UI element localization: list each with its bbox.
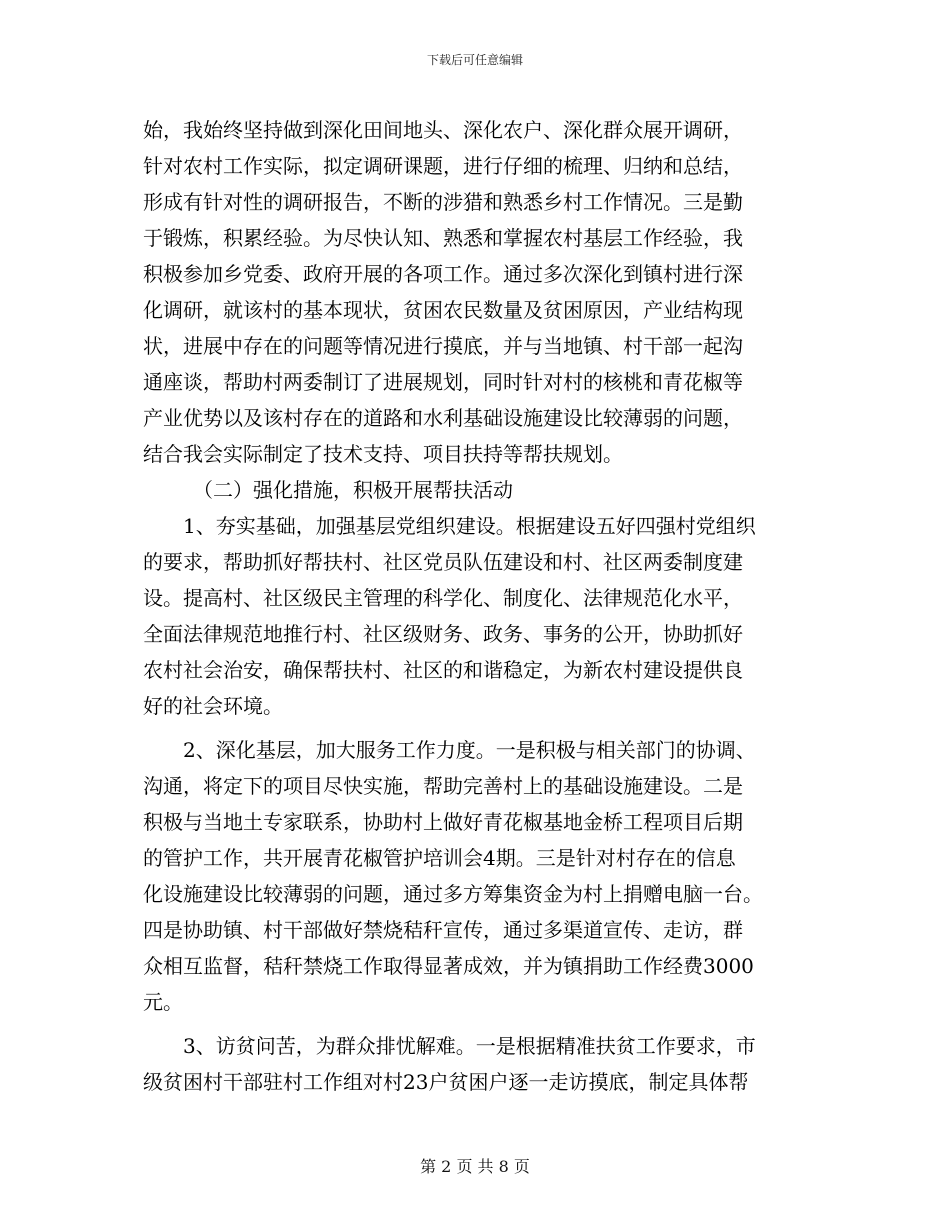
- paragraph-3: [143, 1028, 813, 1100]
- paragraph-2: [143, 732, 813, 1020]
- text-line: 于锻炼，积累经验。为尽快认知、熟悉和掌握农村基层工作经验，我: [143, 226, 743, 250]
- text-line: 始，我始终坚持做到深化田间地头、深化农户、深化群众展开调研，: [143, 118, 743, 142]
- text-line: 1、夯实基础，加强基层党组织建设。根据建设五好四强村党组织: [183, 514, 756, 538]
- page-header: 下载后可任意编辑: [426, 53, 523, 67]
- text-line: 四是协助镇、村干部做好禁烧秸秆宣传，通过多渠道宣传、走访，群: [143, 918, 743, 942]
- text-line: 结合我会实际制定了技术支持、项目扶持等帮扶规划。: [143, 442, 623, 466]
- text-line: 级贫困村干部驻村工作组对村23户贫困户逐一走访摸底，制定具体帮: [143, 1070, 749, 1094]
- text-line: 设。提高村、社区级民主管理的科学化、制度化、法律规范化水平，: [143, 586, 743, 610]
- text-line: 好的社会环境。: [143, 694, 283, 718]
- text-line: 农村社会治安，确保帮扶村、社区的和谐稳定，为新农村建设提供良: [143, 658, 743, 682]
- text-line: 元。: [143, 990, 183, 1014]
- text-line: 形成有针对性的调研报告，不断的涉猎和熟悉乡村工作情况。三是勤: [143, 190, 743, 214]
- section-heading-text: （二）强化措施，积极开展帮扶活动: [193, 478, 513, 502]
- text-line: 沟通，将定下的项目尽快实施，帮助完善村上的基础设施建设。二是: [143, 774, 743, 798]
- text-line: 全面法律规范地推行村、社区级财务、政务、事务的公开，协助抓好: [143, 622, 743, 646]
- paragraph-continuation: [143, 112, 813, 472]
- text-line: 化设施建设比较薄弱的问题，通过多方筹集资金为村上捐赠电脑一台。: [143, 882, 763, 906]
- text-line: 积极与当地土专家联系，协助村上做好青花椒基地金桥工程项目后期: [143, 810, 743, 834]
- section-heading: [143, 472, 813, 508]
- text-line: 化调研，就该村的基本现状，贫困农民数量及贫困原因，产业结构现: [143, 298, 743, 322]
- text-line: 2、深化基层，加大服务工作力度。一是积极与相关部门的协调、: [183, 738, 756, 762]
- text-line: 状，进展中存在的问题等情况进行摸底，并与当地镇、村干部一起沟: [143, 334, 743, 358]
- text-line: 3、访贫问苦，为群众排忧解难。一是根据精准扶贫工作要求，市: [183, 1034, 756, 1058]
- text-line: 通座谈，帮助村两委制订了进展规划，同时针对村的核桃和青花椒等: [143, 370, 743, 394]
- text-line: 积极参加乡党委、政府开展的各项工作。通过多次深化到镇村进行深: [143, 262, 743, 286]
- text-line: 众相互监督，秸秆禁烧工作取得显著成效，并为镇捐助工作经费3000: [143, 954, 754, 978]
- text-line: 产业优势以及该村存在的道路和水利基础设施建设比较薄弱的问题，: [143, 406, 743, 430]
- text-line: 针对农村工作实际，拟定调研课题，进行仔细的梳理、归纳和总结，: [143, 154, 743, 178]
- text-line: 的要求，帮助抓好帮扶村、社区党员队伍建设和村、社区两委制度建: [143, 550, 743, 574]
- page-footer: 第 2 页 共 8 页: [420, 1157, 530, 1176]
- paragraph-1: [143, 508, 813, 724]
- text-line: 的管护工作，共开展青花椒管护培训会4期。三是针对村存在的信息: [143, 846, 736, 870]
- document-body: [143, 112, 813, 1100]
